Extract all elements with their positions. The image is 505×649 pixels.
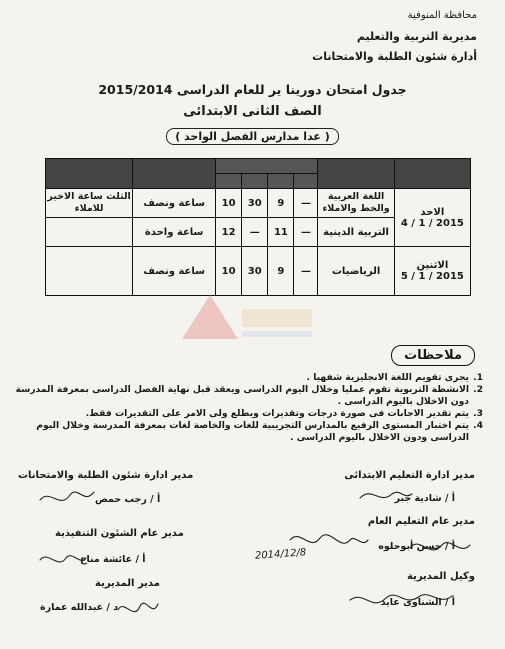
- duration-cell: ساعة ونصف: [133, 247, 216, 296]
- duration-cell: ساعة واحدة: [133, 218, 216, 247]
- time-cell: 30: [242, 247, 268, 296]
- left-sign-name: أ / عائشة مناع: [80, 554, 146, 565]
- note-number: 2.: [473, 384, 483, 395]
- note-text: يتم تقدير الاجابات فى صورة درجات وتقديرات ويطلع ولى الامر على التقديرات فقط.: [85, 408, 469, 419]
- subject-cell: التربية الدينية: [318, 218, 394, 247]
- right-sign-role: مدير عام التعليم العام: [367, 516, 475, 527]
- note-number: 3.: [473, 408, 483, 419]
- right-sign-role: وكيل المديرية: [407, 571, 475, 582]
- left-sign-title: مدير ادارة شئون الطلبة والامتحانات: [18, 470, 194, 481]
- left-sign-role: مدير عام الشئون التنفيذية: [55, 528, 184, 539]
- right-sign-name: أ / شادية جبر: [394, 493, 455, 504]
- time-cell: —: [294, 247, 318, 296]
- right-sign-name: أ / حسن أبوحلوه: [378, 541, 455, 552]
- department-label: أدارة شئون الطلبة والامتحانات: [312, 50, 477, 63]
- time-cell: 9: [268, 189, 294, 218]
- subject-cell: الرياضيات: [318, 247, 394, 296]
- time-cell: —: [294, 189, 318, 218]
- handwritten-date: 2014/12/8: [254, 547, 307, 562]
- notes-heading: ملاحظات: [391, 345, 475, 366]
- right-sign-name: أ / الشناوى عايد: [380, 597, 455, 608]
- note-number: 1.: [473, 372, 483, 383]
- day-date: 2015 / 1 / 4: [400, 217, 464, 229]
- time-cell: 11: [268, 218, 294, 247]
- time-cell: 10: [216, 247, 242, 296]
- grade-title: الصف الثانى الابتدائى: [183, 104, 322, 119]
- day-name: الاثنين: [416, 260, 449, 271]
- exam-title: جدول امتحان دورينا ير للعام الدراسى 2015/2014: [98, 82, 407, 97]
- day-date: 2015 / 1 / 5: [400, 271, 464, 282]
- left-sign-name: أ / رجب حمص: [95, 494, 161, 505]
- time-cell: 9: [268, 247, 294, 296]
- time-cell: —: [242, 218, 268, 247]
- note-number: 4.: [473, 420, 483, 431]
- note-text: يجرى تقويم اللغة الانجليزية شفهيا .: [306, 372, 469, 383]
- left-sign-name: د / عبدالله عمارة: [40, 602, 119, 613]
- time-cell: —: [294, 218, 318, 247]
- time-cell: 10: [216, 189, 242, 218]
- time-cell: 12: [216, 218, 242, 247]
- day-name: الاحد: [420, 206, 445, 218]
- duration-cell: ساعة ونصف: [133, 189, 216, 218]
- directorate-label: مديرية التربية والتعليم: [356, 30, 477, 43]
- note-text: الانشطة التربوية تقوم عمليا وخلال اليوم الدراسى ويعقد قبل نهاية الفصل الدراسى بمعرفة المدرسة دون الاخلال باليوم الدراسى .: [15, 384, 469, 407]
- time-cell: 30: [242, 189, 268, 218]
- governorate-label: محافظة المنوفية: [407, 10, 477, 21]
- notes-cell: الثلث ساعة الاخير للاملاء: [46, 189, 133, 218]
- note-text: يتم اختبار المستوى الرفيع بالمدارس التجريبية للغات والخاصة لغات بمعرفة المدرسة وخلال اليوم الدراسى ودون الاخلال باليوم الدراسى .: [36, 420, 469, 443]
- subject-cell: اللغة العربية والخط والاملاء: [318, 189, 394, 218]
- exclusion-note-text: ( عدا مدارس الفصل الواحد ): [166, 128, 339, 145]
- right-sign-title: مدير ادارة التعليم الابتدائى: [344, 470, 475, 481]
- left-sign-role: مدير المديرية: [95, 578, 160, 589]
